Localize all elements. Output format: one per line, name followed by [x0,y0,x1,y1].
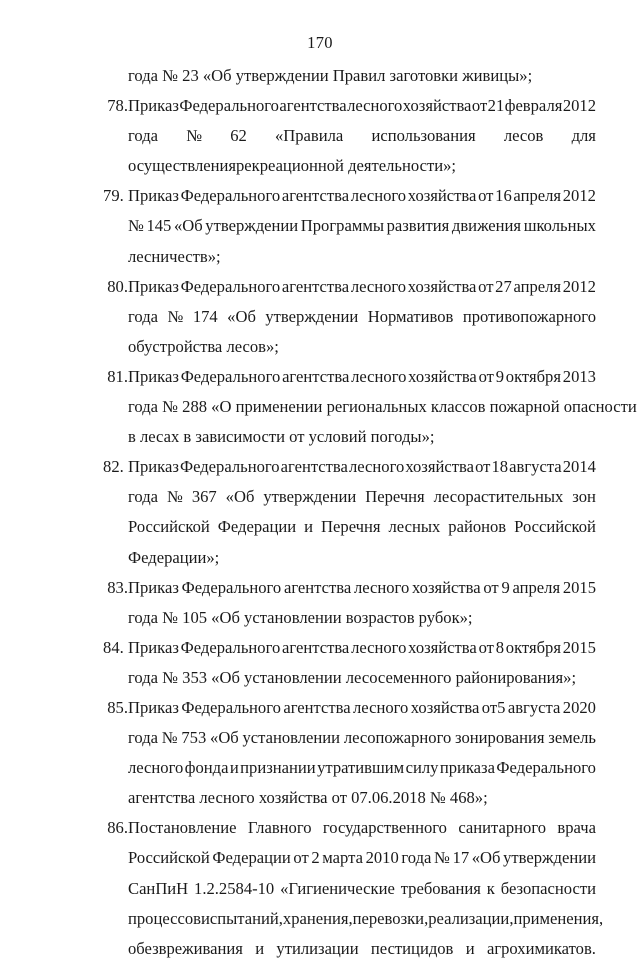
text-word: 18 [491,457,509,477]
text-word: 2010 [365,848,399,868]
list-entry-continuation-line [73,392,637,422]
text-word: Перечня [321,517,381,537]
text-word: года [128,306,159,326]
text-word: перевозки, [352,908,429,928]
text-word: «Об [173,216,203,236]
list-entry-continuation-line [73,934,596,964]
text-word: хранения, [282,908,353,928]
text-word: агентства [282,637,350,657]
text-word: санитарного [458,818,547,838]
text-word: 8 [495,637,504,657]
text-word: фонда [184,758,229,778]
text-word: 21 [487,96,505,116]
text-word: от [471,96,488,116]
text-word: 753 [181,728,207,748]
text-word: 2020 [562,697,596,717]
list-item-number: 78. [107,96,128,116]
text-word: утверждении [205,216,299,236]
text-word: лесов [503,126,544,146]
text-word: лесного [353,577,410,597]
text-word: № [167,306,184,326]
text-word: Приказ [128,697,179,717]
text-word: применения, [513,908,604,928]
justified-text-run [128,813,596,843]
text-word: движения [451,216,522,236]
list-entry [73,452,596,572]
text-word: для [571,126,596,146]
text-word: 145 [146,216,172,236]
text-word: обезвреживания [128,938,243,958]
text-word: врача [557,818,596,838]
justified-text-run [128,91,596,121]
text-word: пестицидов [370,938,454,958]
list-entry-first-line [73,272,596,302]
text-word: от [483,577,499,597]
list-entry-continuation-line [73,603,596,633]
justified-text-run [128,482,596,512]
text-word: 174 [192,306,218,326]
text-word: Российской [514,517,596,537]
text-word: агрохимикатов. [486,938,596,958]
list-entry [73,61,596,91]
text-word: Постановление [128,818,237,838]
list-entry-continuation-line [73,482,596,512]
justified-text-run [128,904,604,934]
text-word: утверждении [263,487,357,507]
list-entry-continuation-line [73,512,596,542]
list-entry-continuation-line [73,242,596,272]
text-word: хозяйства [407,186,477,206]
justified-text-run [128,874,596,904]
text-run: года № 23 «Об утверждении Правил заготовки живицы»; [128,66,533,85]
text-word: 2015 [562,577,596,597]
text-word: лесного [347,96,403,116]
justified-text-run [128,693,596,723]
list-entry [73,362,637,452]
list-item-number: 81. [107,366,128,386]
text-word: 9 [501,577,510,597]
list-entry [73,91,596,181]
list-entry-first-line [73,813,596,843]
text-word: от [478,276,494,296]
page-number: 170 [307,33,333,52]
text-word: Федерального [180,637,281,657]
text-word: Приказ [127,457,179,477]
text-word: Перечня [365,487,425,507]
list-entry-first-line [73,452,596,482]
text-word: 2013 [562,366,596,386]
text-word: зон [572,487,596,507]
list-entry-continuation-line [73,121,596,151]
text-word: «Об [227,306,256,326]
list-entry-continuation-line [73,61,596,91]
text-word: 367 [191,487,217,507]
text-word: Приказ [127,186,179,206]
justified-text-run [128,573,596,603]
text-word: августа [507,697,561,717]
text-word: утверждении [265,306,359,326]
text-word: хозяйства [402,96,472,116]
text-word: года [128,728,159,748]
list-entry-continuation-line [73,904,604,934]
text-word: 17 [452,848,470,868]
text-word: установлении [242,728,341,748]
list-entry-first-line [73,693,596,723]
text-word: Федерального [179,96,279,116]
list-entry [73,813,604,963]
list-entry-continuation-line [73,211,596,241]
text-word: «Правила [274,126,344,146]
text-word: лесорастительных [433,487,564,507]
text-word: Приказ [127,637,179,657]
list-entry-first-line [73,573,596,603]
text-word: апреля [513,276,562,296]
text-word: № [186,126,203,146]
text-run: в лесах в зависимости от условий погоды»; [128,427,435,447]
text-word: Приказ [128,96,179,116]
justified-text-run [128,362,596,392]
text-word: года [128,126,159,146]
text-word: агентства [280,457,348,477]
text-word: 2012 [562,186,596,206]
list-item-number: 83. [107,577,128,597]
list-entry-continuation-line [73,874,596,904]
list-entry-continuation-line [73,723,596,753]
justified-text-run [128,181,596,211]
text-word: районов [448,517,507,537]
list-entry-continuation-line [73,753,596,783]
text-word: школьных [523,216,596,236]
text-word: агентства [281,276,350,296]
text-word: утверждении [503,848,596,868]
text-word: противопожарного [462,306,596,326]
text-word: признании [240,758,316,778]
justified-text-run [128,121,596,151]
text-word: года [401,848,432,868]
justified-text-run [128,302,596,332]
justified-text-run [128,633,596,663]
text-word: СанПиН [128,878,189,898]
text-word: от [293,848,309,868]
list-entry-continuation-line [73,422,596,452]
text-word: от [478,186,494,206]
text-word: агентства [281,186,350,206]
text-word: № [167,487,183,507]
text-word: лесного [353,697,409,717]
text-word: Российской [128,517,210,537]
text-word: земель [548,728,596,748]
text-word: испытаний, [201,908,283,928]
text-word: силу [405,758,439,778]
text-word: развития [386,216,450,236]
text-word: хозяйства [405,457,474,477]
justified-text-run [128,753,596,783]
text-word: «Об [225,487,255,507]
text-word: 2014 [562,457,596,477]
justified-text-run [128,452,596,482]
text-word: лесного [350,186,407,206]
list-entry-continuation-line [73,843,596,873]
text-word: процессов [128,908,201,928]
text-word: агентства [283,697,351,717]
list-item-number: 82. [103,457,124,477]
text-word: апреля [513,186,562,206]
text-run: Федерации»; [128,547,220,567]
text-word: от5 [481,697,506,717]
text-word: года [128,487,159,507]
text-word: хозяйства [408,366,477,386]
text-word: № [161,728,178,748]
text-word: Главного [247,818,312,838]
text-word: «Гигиенические [280,878,395,898]
list-item-number: 80. [107,276,128,296]
text-word: хозяйства [410,697,480,717]
text-word: Федерального [180,186,281,206]
text-word: лесного [350,276,407,296]
text-word: 2 [311,848,320,868]
list-entry-continuation-line [73,302,596,332]
text-word: февраля [504,96,563,116]
text-run: лесничеств»; [128,246,221,266]
text-word: 27 [495,276,512,296]
text-word: утилизации [276,938,359,958]
text-word: октября [505,637,561,657]
justified-text-run [128,934,596,964]
text-word: агентства [283,577,352,597]
text-word: и [465,938,475,958]
list-item-number: 85. [107,697,128,717]
text-word: использования [371,126,476,146]
text-run: года № 105 «Об установлении возрастов рубок»; [128,607,473,627]
text-word: хозяйства [408,637,477,657]
text-word: 1.2.2584-10 [194,878,275,898]
text-word: реализации, [428,908,514,928]
justified-text-run [128,211,596,241]
text-word: октября [505,366,561,386]
text-word: зонирования [455,728,545,748]
list-entry-first-line [73,362,596,392]
text-word: хозяйства [407,276,477,296]
justified-text-run [128,843,596,873]
text-word: приказа [439,758,495,778]
text-run: года № 353 «Об установлении лесосеменного районирования»; [128,667,577,687]
text-word: Федерации [212,848,291,868]
text-word: лесного [351,366,407,386]
text-word: 62 [230,126,247,146]
justified-text-run [128,272,596,302]
text-word: лесопожарного [343,728,452,748]
text-word: и [229,758,239,778]
justified-text-run [128,723,596,753]
list-entry-continuation-line [73,151,596,181]
text-run: агентства лесного хозяйства от 07.06.2018 № 468»; [128,788,488,808]
text-word: и [255,938,265,958]
list-entry-continuation-line [73,783,596,813]
text-word: Федерального [181,697,281,717]
text-word: лесного [351,637,407,657]
text-word: Федерации [217,517,297,537]
list-entry-first-line [73,91,596,121]
text-word: Российской [128,848,210,868]
list-item-number: 86. [107,818,128,838]
text-word: Приказ [128,577,179,597]
list-entry [73,633,596,693]
text-word: безопасности [500,878,596,898]
justified-text-run [128,512,596,542]
text-word: «Об [471,848,501,868]
text-word: 16 [495,186,512,206]
document-body [73,61,637,964]
text-word: Федерального [179,457,280,477]
text-run: обустройства лесов»; [128,336,279,356]
text-word: лесного [128,758,184,778]
text-word: Программы [300,216,384,236]
list-entry-continuation-line [73,543,596,573]
list-entry-continuation-line [73,663,596,693]
text-word: 2012 [562,276,596,296]
text-word: агентства [279,96,347,116]
list-item-number: 79. [103,186,124,206]
text-word: лесных [388,517,441,537]
text-run: осуществлениярекреационной деятельности»; [128,156,456,176]
text-word: Федерального [180,366,281,386]
text-word: Приказ [128,276,179,296]
text-word: утратившим [317,758,405,778]
text-word: и [304,517,314,537]
text-word: № [434,848,450,868]
text-word: августа [509,457,562,477]
text-word: от [478,366,494,386]
text-word: Федерального [180,276,281,296]
text-word: Нормативов [367,306,454,326]
text-word: от [475,457,491,477]
text-word: от [478,637,494,657]
list-entry-first-line [73,181,596,211]
text-word: Федерального [181,577,282,597]
list-entry-first-line [73,633,596,663]
text-word: хозяйства [411,577,481,597]
text-word: лесного [348,457,405,477]
text-word: Приказ [128,366,179,386]
list-entry [73,181,596,271]
list-entry [73,272,596,362]
text-word: апреля [512,577,561,597]
text-run: года № 288 «О применении региональных классов пожарной опасности [128,397,637,417]
text-word: 2012 [562,96,596,116]
text-word: к [486,878,495,898]
text-word: марта [322,848,363,868]
text-word: требования [400,878,481,898]
text-word: 2015 [562,637,596,657]
text-word: 9 [495,366,505,386]
text-word: Федерального [496,758,596,778]
list-entry [73,693,596,813]
text-word: «Об [210,728,239,748]
text-word: № [128,216,144,236]
list-entry-continuation-line [73,332,596,362]
text-word: государственного [322,818,447,838]
text-word: агентства [282,366,350,386]
list-entry [73,573,596,633]
list-item-number: 84. [103,637,124,657]
